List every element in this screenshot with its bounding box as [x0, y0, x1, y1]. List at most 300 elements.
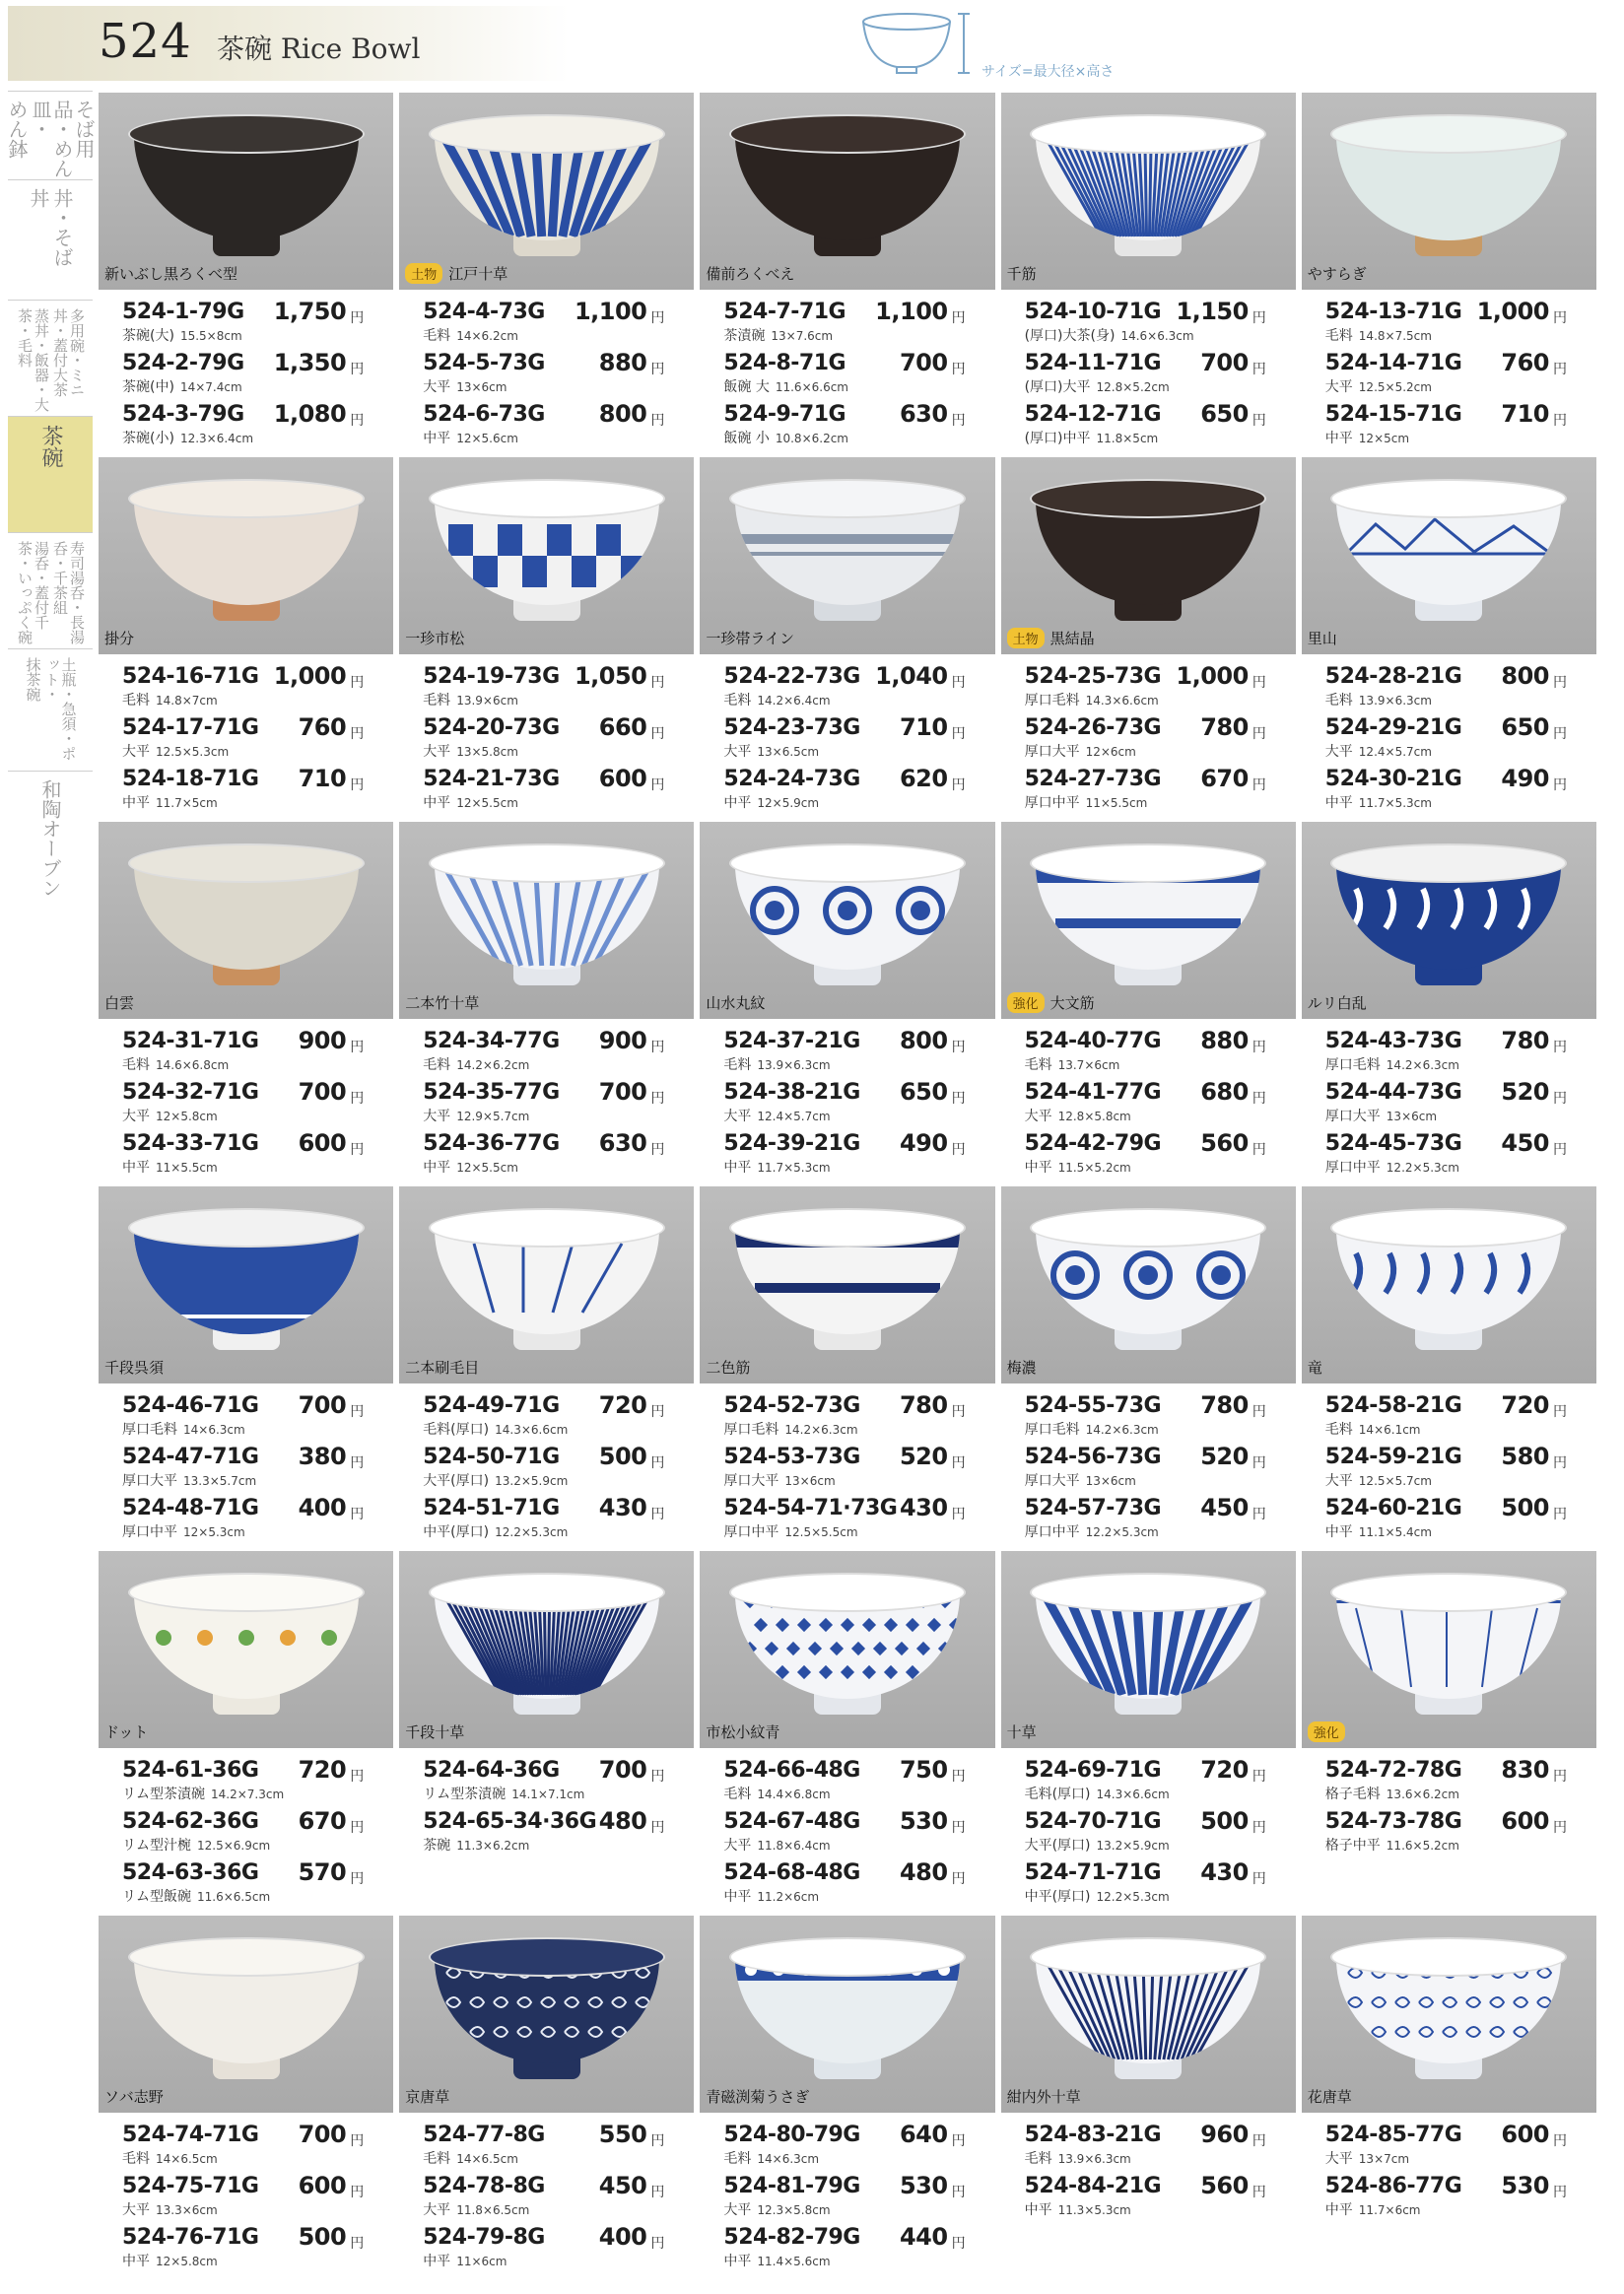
sku-type: 中平	[1324, 795, 1353, 811]
product-card[interactable]	[1302, 822, 1596, 1186]
sku-size: 12.3×6.4cm	[179, 432, 254, 445]
sku-size: 11.1×5.4cm	[1358, 1525, 1432, 1539]
product-photo	[1302, 822, 1596, 1019]
product-photo	[399, 1551, 694, 1748]
sku-description	[723, 1470, 835, 1490]
sku-description	[723, 1886, 819, 1906]
yen-mark: 円	[1252, 1769, 1266, 1785]
yen-mark: 円	[951, 1769, 966, 1785]
product-card[interactable]	[1302, 1551, 1596, 1916]
yen-mark: 円	[1252, 675, 1266, 691]
sku-price: 620	[899, 765, 948, 792]
product-photo	[700, 1186, 994, 1383]
sku-list	[1302, 298, 1596, 451]
sku-size: 11.7×5.3cm	[757, 1161, 831, 1175]
sku-row	[1302, 349, 1596, 400]
product-name: 掛分	[104, 630, 135, 647]
sku-price: 760	[1501, 349, 1549, 376]
product-card[interactable]	[1001, 457, 1296, 822]
sku-list	[1302, 1756, 1596, 1858]
sku-code: 524-73-78G	[1324, 1809, 1462, 1834]
sku-code: 524-84-21G	[1024, 2174, 1162, 2198]
sku-description	[1325, 792, 1432, 812]
yen-mark: 円	[951, 1507, 966, 1522]
sku-type: 中平	[1324, 1524, 1353, 1540]
sku-row	[700, 1494, 994, 1545]
sku-type: 厚口毛料	[723, 1422, 779, 1438]
sku-row	[99, 662, 393, 713]
sku-row	[1302, 1807, 1596, 1858]
yen-mark: 円	[650, 1769, 665, 1785]
sku-type: 大平	[423, 379, 451, 395]
sku-description	[1325, 690, 1432, 709]
sku-row	[1001, 662, 1296, 713]
sku-list	[399, 298, 694, 451]
yen-mark: 円	[1252, 413, 1266, 429]
sku-price: 530	[899, 1807, 948, 1835]
sku-price: 1,150	[1176, 298, 1249, 325]
sku-type: 中平	[723, 795, 752, 811]
product-name: 里山	[1307, 630, 1337, 647]
product-card[interactable]	[700, 1186, 994, 1551]
product-card[interactable]	[399, 457, 694, 822]
sku-description	[1025, 1521, 1159, 1541]
sku-code: 524-81-79G	[723, 2174, 860, 2198]
index-tab-label: 湯呑・蓋付千茶・いっぷく碗	[16, 541, 50, 644]
sku-row	[700, 713, 994, 765]
index-tab-label: 蒸丼・飯器・大茶・毛料	[16, 308, 50, 412]
sku-description	[423, 1521, 568, 1541]
sku-list	[99, 1756, 393, 1910]
product-card[interactable]	[1001, 1551, 1296, 1916]
sku-code: 524-41-77G	[1024, 1080, 1162, 1105]
sku-type: 中平	[723, 1889, 752, 1905]
product-name: 千段呉須	[104, 1359, 165, 1377]
product-label	[405, 263, 508, 284]
sku-description	[1325, 1419, 1421, 1439]
sku-size: 14.1×7.1cm	[511, 1788, 585, 1801]
sku-code: 524-2-79G	[122, 351, 244, 375]
product-label	[1308, 628, 1337, 648]
sku-price: 560	[1200, 2172, 1249, 2199]
yen-mark: 円	[1553, 726, 1567, 742]
sku-price: 500	[598, 1443, 647, 1470]
product-card[interactable]	[1001, 1916, 1296, 2280]
sku-price: 430	[1200, 1858, 1249, 1886]
product-photo	[1302, 1551, 1596, 1748]
sku-type: (厚口)中平	[1024, 431, 1091, 446]
yen-mark: 円	[350, 413, 365, 429]
sku-type: 中平	[423, 1160, 451, 1176]
yen-mark: 円	[951, 2236, 966, 2252]
rice-bowl-icon	[128, 1937, 365, 2085]
sku-description	[423, 1106, 529, 1125]
sku-code: 524-68-48G	[723, 1860, 860, 1885]
sku-price: 700	[899, 349, 948, 376]
yen-mark: 円	[1252, 310, 1266, 326]
sku-size: 11×6cm	[456, 2255, 508, 2268]
yen-mark: 円	[1252, 726, 1266, 742]
yen-mark: 円	[1553, 1507, 1567, 1522]
sku-list	[399, 2121, 694, 2274]
sku-description	[122, 741, 229, 761]
yen-mark: 円	[350, 726, 365, 742]
sku-price: 710	[298, 765, 347, 792]
product-label	[1308, 2086, 1352, 2107]
sku-row	[1001, 765, 1296, 816]
sku-code: 524-12-71G	[1024, 402, 1162, 427]
sku-type: 毛料	[122, 1057, 150, 1073]
sku-row	[1001, 1494, 1296, 1545]
yen-mark: 円	[350, 2185, 365, 2200]
rice-bowl-icon	[1030, 114, 1266, 262]
sku-type: 大平	[423, 744, 451, 760]
sku-row	[1001, 1078, 1296, 1129]
sku-description	[423, 428, 518, 447]
sku-row	[99, 1078, 393, 1129]
yen-mark: 円	[1252, 1820, 1266, 1836]
product-photo	[700, 93, 994, 290]
sku-size: 12.5×6.9cm	[197, 1839, 271, 1853]
product-card[interactable]	[399, 1186, 694, 1551]
product-label	[405, 1721, 464, 1742]
sku-code: 524-6-73G	[423, 402, 545, 427]
yen-mark: 円	[951, 1040, 966, 1055]
sku-type: 茶漬碗	[723, 328, 766, 344]
sku-code: 524-70-71G	[1024, 1809, 1162, 1834]
yen-mark: 円	[650, 2133, 665, 2149]
sku-size: 13×6.5cm	[757, 745, 820, 759]
sku-type: 毛料	[122, 2151, 150, 2167]
sku-description	[122, 376, 242, 396]
sku-description	[1025, 1054, 1120, 1074]
sku-description	[1025, 1470, 1136, 1490]
product-card[interactable]	[99, 457, 393, 822]
sku-price: 440	[899, 2223, 948, 2251]
sku-type: 厚口毛料	[1024, 693, 1080, 708]
sku-description	[1325, 1470, 1432, 1490]
sku-description	[1025, 2199, 1131, 2219]
yen-mark: 円	[1553, 413, 1567, 429]
yen-mark: 円	[650, 1404, 665, 1420]
sku-code: 524-28-21G	[1324, 664, 1462, 689]
product-photo	[99, 1186, 393, 1383]
yen-mark: 円	[1252, 2185, 1266, 2200]
product-photo	[1302, 1186, 1596, 1383]
product-label	[706, 992, 765, 1013]
yen-mark: 円	[350, 1820, 365, 1836]
sku-list	[399, 1391, 694, 1545]
sku-description	[423, 690, 518, 709]
product-card[interactable]	[700, 93, 994, 457]
sku-type: 大平	[1024, 1109, 1052, 1124]
product-card[interactable]	[1001, 822, 1296, 1186]
product-card[interactable]	[700, 457, 994, 822]
product-label	[706, 2086, 809, 2107]
product-card[interactable]	[399, 93, 694, 457]
yen-mark: 円	[951, 675, 966, 691]
yen-mark: 円	[1252, 1455, 1266, 1471]
sku-size: 12×5.6cm	[456, 432, 518, 445]
sku-description	[1325, 325, 1432, 345]
sku-row	[99, 713, 393, 765]
yen-mark: 円	[650, 1455, 665, 1471]
sku-price: 600	[298, 1129, 347, 1157]
yen-mark: 円	[1553, 1769, 1567, 1785]
sku-description	[1325, 1784, 1459, 1803]
sku-price: 600	[598, 765, 647, 792]
sku-size: 13.9×6.3cm	[1358, 694, 1432, 708]
sku-type: 大平	[122, 744, 150, 760]
yen-mark: 円	[350, 1142, 365, 1158]
sku-type: 大平(厚口)	[423, 1473, 490, 1489]
sku-size: 11.8×6.4cm	[757, 1839, 831, 1853]
rice-bowl-icon	[1330, 1208, 1567, 1356]
sku-row	[399, 1129, 694, 1181]
sku-type: 厚口毛料	[1324, 1057, 1381, 1073]
sku-code: 524-1-79G	[122, 300, 244, 324]
sku-row	[1001, 1858, 1296, 1910]
sku-price: 480	[598, 1807, 647, 1835]
product-card[interactable]	[99, 1186, 393, 1551]
rice-bowl-icon	[1030, 843, 1266, 991]
product-label	[405, 992, 479, 1013]
yen-mark: 円	[951, 2185, 966, 2200]
sku-list	[1001, 2121, 1296, 2223]
product-name: 山水丸紋	[706, 994, 766, 1012]
sku-type: 中平(厚口)	[1024, 1889, 1091, 1905]
index-tab-6[interactable]	[8, 771, 93, 918]
sku-price: 1,000	[1476, 298, 1549, 325]
sku-code: 524-16-71G	[122, 664, 259, 689]
yen-mark: 円	[951, 1820, 966, 1836]
sku-type: 中平	[1324, 2202, 1353, 2218]
sku-description	[723, 1521, 857, 1541]
sku-row	[99, 2172, 393, 2223]
sku-description	[723, 325, 833, 345]
sku-size: 14.3×6.6cm	[1085, 694, 1159, 708]
index-tab-2[interactable]	[8, 300, 93, 416]
product-label	[1007, 628, 1095, 648]
sku-code: 524-83-21G	[1024, 2123, 1162, 2147]
yen-mark: 円	[951, 1404, 966, 1420]
sku-row	[1001, 1756, 1296, 1807]
sku-price: 430	[899, 1494, 948, 1521]
sku-description	[723, 1784, 830, 1803]
product-card[interactable]	[700, 1916, 994, 2280]
product-card[interactable]	[99, 1551, 393, 1916]
rice-bowl-icon	[429, 1573, 665, 1720]
yen-mark: 円	[350, 1769, 365, 1785]
sku-row	[399, 2121, 694, 2172]
yen-mark: 円	[951, 310, 966, 326]
sku-size: 14.2×6.2cm	[456, 1058, 530, 1072]
sku-size: 12.5×5.7cm	[1358, 1474, 1432, 1488]
sku-price: 500	[1200, 1807, 1249, 1835]
sku-code: 524-54-71·73G	[723, 1496, 898, 1520]
product-card[interactable]	[1302, 1186, 1596, 1551]
sku-size: 13.3×5.7cm	[183, 1474, 257, 1488]
sku-code: 524-80-79G	[723, 2123, 860, 2147]
sku-row	[99, 2121, 393, 2172]
product-card[interactable]	[1001, 93, 1296, 457]
sku-price: 960	[1200, 2121, 1249, 2148]
sku-size: 13×7cm	[1358, 2152, 1410, 2166]
sku-description	[1325, 376, 1432, 396]
product-label	[1308, 992, 1367, 1013]
sku-size: 14.2×6.3cm	[784, 1423, 858, 1437]
product-card[interactable]	[99, 1916, 393, 2280]
sku-description	[122, 2199, 218, 2219]
product-card[interactable]	[399, 822, 694, 1186]
product-label	[1007, 263, 1037, 284]
sku-list	[1302, 2121, 1596, 2223]
sku-row	[1001, 2172, 1296, 2223]
product-card[interactable]	[99, 822, 393, 1186]
sku-price: 800	[899, 1027, 948, 1054]
sku-row	[399, 765, 694, 816]
sku-size: 11.3×5.3cm	[1057, 2203, 1131, 2217]
rice-bowl-icon	[429, 843, 665, 991]
yen-mark: 円	[1553, 362, 1567, 377]
sku-list	[700, 1027, 994, 1181]
sku-code: 524-30-21G	[1324, 767, 1462, 791]
sku-row	[399, 1807, 694, 1858]
product-card[interactable]	[399, 1551, 694, 1916]
sku-type: リム型飯碗	[122, 1889, 191, 1905]
sku-type: (厚口)大茶(身)	[1024, 328, 1116, 344]
sku-code: 524-74-71G	[122, 2123, 259, 2147]
product-photo	[700, 1551, 994, 1748]
product-label	[104, 1357, 164, 1378]
sku-price: 830	[1501, 1756, 1549, 1784]
sku-code: 524-3-79G	[122, 402, 244, 427]
product-name: 梅濃	[1006, 1359, 1037, 1377]
index-tab-1[interactable]	[8, 179, 93, 300]
product-photo	[99, 1551, 393, 1748]
product-label	[706, 1357, 750, 1378]
product-card[interactable]	[700, 822, 994, 1186]
yen-mark: 円	[1553, 1820, 1567, 1836]
sku-row	[1302, 1443, 1596, 1494]
sku-size: 12.2×5.3cm	[1386, 1161, 1459, 1175]
sku-type: 毛料	[723, 693, 752, 708]
sku-code: 524-53-73G	[723, 1445, 860, 1469]
sku-price: 720	[1200, 1756, 1249, 1784]
sku-code: 524-19-73G	[423, 664, 560, 689]
sku-type: 厚口大平	[122, 1473, 177, 1489]
product-card[interactable]	[1302, 1916, 1596, 2280]
sku-row	[399, 2172, 694, 2223]
sku-row	[1302, 1027, 1596, 1078]
sku-price: 670	[1200, 765, 1249, 792]
sku-type: 中平	[423, 2254, 451, 2269]
yen-mark: 円	[1252, 362, 1266, 377]
sku-code: 524-82-79G	[723, 2225, 860, 2250]
sku-row	[399, 298, 694, 349]
product-card[interactable]	[1001, 1186, 1296, 1551]
sku-size: 13.2×5.9cm	[1096, 1839, 1170, 1853]
sku-list	[399, 1756, 694, 1858]
material-badge: 強化	[1007, 992, 1045, 1013]
sku-size: 13.9×6.3cm	[757, 1058, 831, 1072]
sku-list	[1001, 1391, 1296, 1545]
sku-size: 11.7×5cm	[156, 796, 218, 810]
sku-size: 13×6cm	[456, 380, 508, 394]
sku-row	[99, 1443, 393, 1494]
product-card[interactable]	[1302, 457, 1596, 822]
sku-code: 524-51-71G	[423, 1496, 560, 1520]
sku-row	[399, 1494, 694, 1545]
sku-code: 524-22-73G	[723, 664, 860, 689]
sku-description	[723, 1106, 830, 1125]
product-photo	[1001, 1551, 1296, 1748]
sku-row	[700, 662, 994, 713]
sku-size: 11.6×5.2cm	[1386, 1839, 1459, 1853]
yen-mark: 円	[1553, 2185, 1567, 2200]
product-photo	[1302, 1916, 1596, 2113]
sku-size: 12.2×5.3cm	[1096, 1890, 1170, 1904]
yen-mark: 円	[650, 777, 665, 793]
rice-bowl-icon	[729, 479, 966, 627]
sku-type: 厚口中平	[1024, 795, 1080, 811]
product-card[interactable]	[99, 93, 393, 457]
sku-type: 毛料(厚口)	[1024, 1787, 1091, 1802]
sku-code: 524-38-21G	[723, 1080, 860, 1105]
sku-price: 550	[598, 2121, 647, 2148]
sku-row	[1302, 713, 1596, 765]
sku-description	[122, 1470, 256, 1490]
product-card[interactable]	[700, 1551, 994, 1916]
sku-row	[1302, 662, 1596, 713]
product-card[interactable]	[1302, 93, 1596, 457]
product-name: ドット	[104, 1723, 149, 1741]
sku-row	[1302, 1078, 1596, 1129]
index-tab-4[interactable]	[8, 532, 93, 648]
sku-code: 524-60-21G	[1324, 1496, 1462, 1520]
sku-description	[1325, 1521, 1432, 1541]
sku-size: 10.8×6.2cm	[775, 432, 848, 445]
sku-description	[122, 1054, 229, 1074]
sku-list	[399, 1027, 694, 1181]
product-photo	[700, 1916, 994, 2113]
product-label	[1308, 1357, 1322, 1378]
sku-price: 520	[1501, 1078, 1549, 1106]
sku-size: 14.6×6.8cm	[156, 1058, 230, 1072]
sku-type: 中平	[122, 1160, 150, 1176]
sku-row	[1001, 2121, 1296, 2172]
product-label	[1308, 263, 1367, 284]
index-tab-5[interactable]	[8, 648, 93, 771]
product-card[interactable]	[399, 1916, 694, 2280]
yen-mark: 円	[350, 777, 365, 793]
sku-row	[1001, 298, 1296, 349]
product-label	[1007, 1721, 1037, 1742]
product-name: 江戸十草	[448, 265, 508, 283]
product-photo	[399, 822, 694, 1019]
product-photo	[1302, 457, 1596, 654]
sku-description	[122, 325, 242, 345]
sku-type: 毛料	[122, 693, 150, 708]
product-name: 二本刷毛目	[405, 1359, 480, 1377]
sku-type: 茶碗	[423, 1838, 451, 1854]
product-name: 備前ろくべえ	[706, 265, 795, 283]
index-tab-3[interactable]	[8, 416, 93, 532]
index-tab-0[interactable]	[5, 91, 96, 179]
sku-price: 490	[899, 1129, 948, 1157]
sku-price: 700	[298, 1078, 347, 1106]
sku-description	[1025, 1106, 1131, 1125]
